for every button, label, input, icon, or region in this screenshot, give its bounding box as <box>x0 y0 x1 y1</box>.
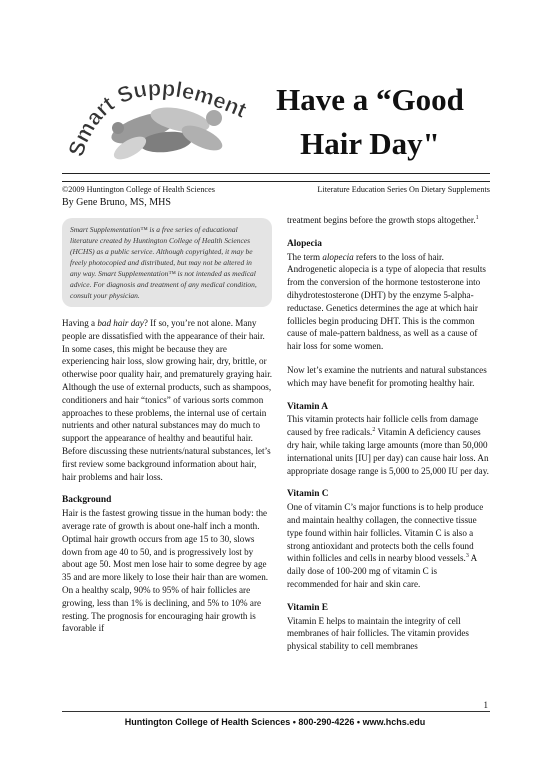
background-paragraph: Hair is the fastest growing tissue in the human body: the average rate of growth is about one-half inch a month. Optimal hair growth occurs from age 15 to 30, slows down from age 40 to 50, and is progressively lost by about age 50. Most men lose hair to some degree by age 35 and are more likely to lose their hair than are women. On a healthy scalp, 90% to 95% of hair follicles are growing, less than 1% is declining, and 5% to 10% are resting. The prognosis for encouraging hair growth is favorable if <box>62 508 269 634</box>
copyright-line: ©2009 Huntington College of Health Sciences <box>62 185 215 194</box>
author-byline: By Gene Bruno, MS, MHS <box>62 197 171 208</box>
vitamin-a-heading: Vitamin A <box>287 401 329 412</box>
alopecia-paragraph: The term alopecia refers to the loss of hair. Androgenetic alopecia is a type of alopecia that results from the conversion of the hormone testosterone into dihydrotestosterone (DHT) by the enzyme 5-alpha-reductase. Genetics determines the age at which hair follicles begin producing DHT. This is the common cause of male-pattern baldness, as well as a cause of hair loss for some women. <box>287 251 486 352</box>
intro-paragraph: Having a bad hair day? If so, you’re not alone. Many people are dissatisfied with the appearance of their hair. In some cases, this might be because they are experiencing hair loss, slow growing hair, dry, brittle, or otherwise poor quality hair, and prematurely graying hair. Although the use of external products, such as shampoos, conditioners and hair “tonics” of various sorts common approaches to these problems, the internal use of certain nutrients and other natural substances may do much to support the appearance of healthy and beautiful hair. Before discussing these nutrients/natural substances, let’s first review some background information about hair, hair problems and hair loss. <box>62 318 272 482</box>
vitamin-e-paragraph: Vitamin E helps to maintain the integrity of cell membranes of hair follicles. The vitamin provides physical stability to cell membranes <box>287 615 469 652</box>
series-line: Literature Education Series On Dietary Supplements <box>317 185 490 194</box>
left-column <box>62 214 272 646</box>
logo-text: Smart Supplement <box>63 75 251 160</box>
footer-contact: Huntington College of Health Sciences • 800-290-4226 • www.hchs.edu <box>124 717 426 727</box>
vitamin-c-heading: Vitamin C <box>287 489 329 500</box>
footer-rule <box>62 711 490 712</box>
page-number: 1 <box>483 700 488 710</box>
vitamin-e-heading: Vitamin E <box>287 602 329 613</box>
right-column <box>287 214 489 664</box>
disclaimer-callout: Smart Supplementation™ is a free series of educational literature created by Huntington College of Health Sciences (HCHS) as a public service. Although copyrighted, it may be freely photocopied and distributed, but may not be altered in any way. Smart Supplementation™ is not intended as medical advice. For diagnosis and treatment of any medical condition, consult your physician. <box>62 218 272 307</box>
alopecia-heading: Alopecia <box>287 238 322 249</box>
background-heading: Background <box>62 495 112 506</box>
intro-emphasis: bad hair day <box>97 318 144 328</box>
background-continued: treatment begins before the growth stops altogether.$^1$ <box>287 214 479 225</box>
transition-paragraph: Now let’s examine the nutrients and natural substances which may have benefit for promoting healthy hair. <box>287 364 487 388</box>
title-line-1: Have a “Good <box>276 82 464 117</box>
header-rule-top <box>62 173 490 174</box>
footnote-ref: 1 <box>475 214 479 221</box>
smart-supplementation-logo <box>62 58 252 178</box>
title-line-2: Hair Day" <box>300 126 440 161</box>
vitamin-c-paragraph: One of vitamin C’s major functions is to help produce and maintain healthy collagen, the connective tissue type found within hair follicles. Vitamin C is also a strong antioxidant and protects both the cells found within follicles and cells in nearby blood vessels.$^3$ A daily dose of 100-200 mg of vitamin C is recommended for hair and skin care. <box>287 502 484 589</box>
supplement-pills-icon <box>62 58 252 178</box>
header-rule-bottom <box>62 181 490 182</box>
vitamin-a-paragraph: This vitamin protects hair follicle cells from damage caused by free radicals.$^2$ Vitamin A deficiency causes dry hair, while taking large amounts (more than 50,000 international units [IU] per day) can cause hair loss. An appropriate dosage range is 5,000 to 25,000 IU per day. <box>287 414 489 476</box>
page-title <box>255 78 485 166</box>
